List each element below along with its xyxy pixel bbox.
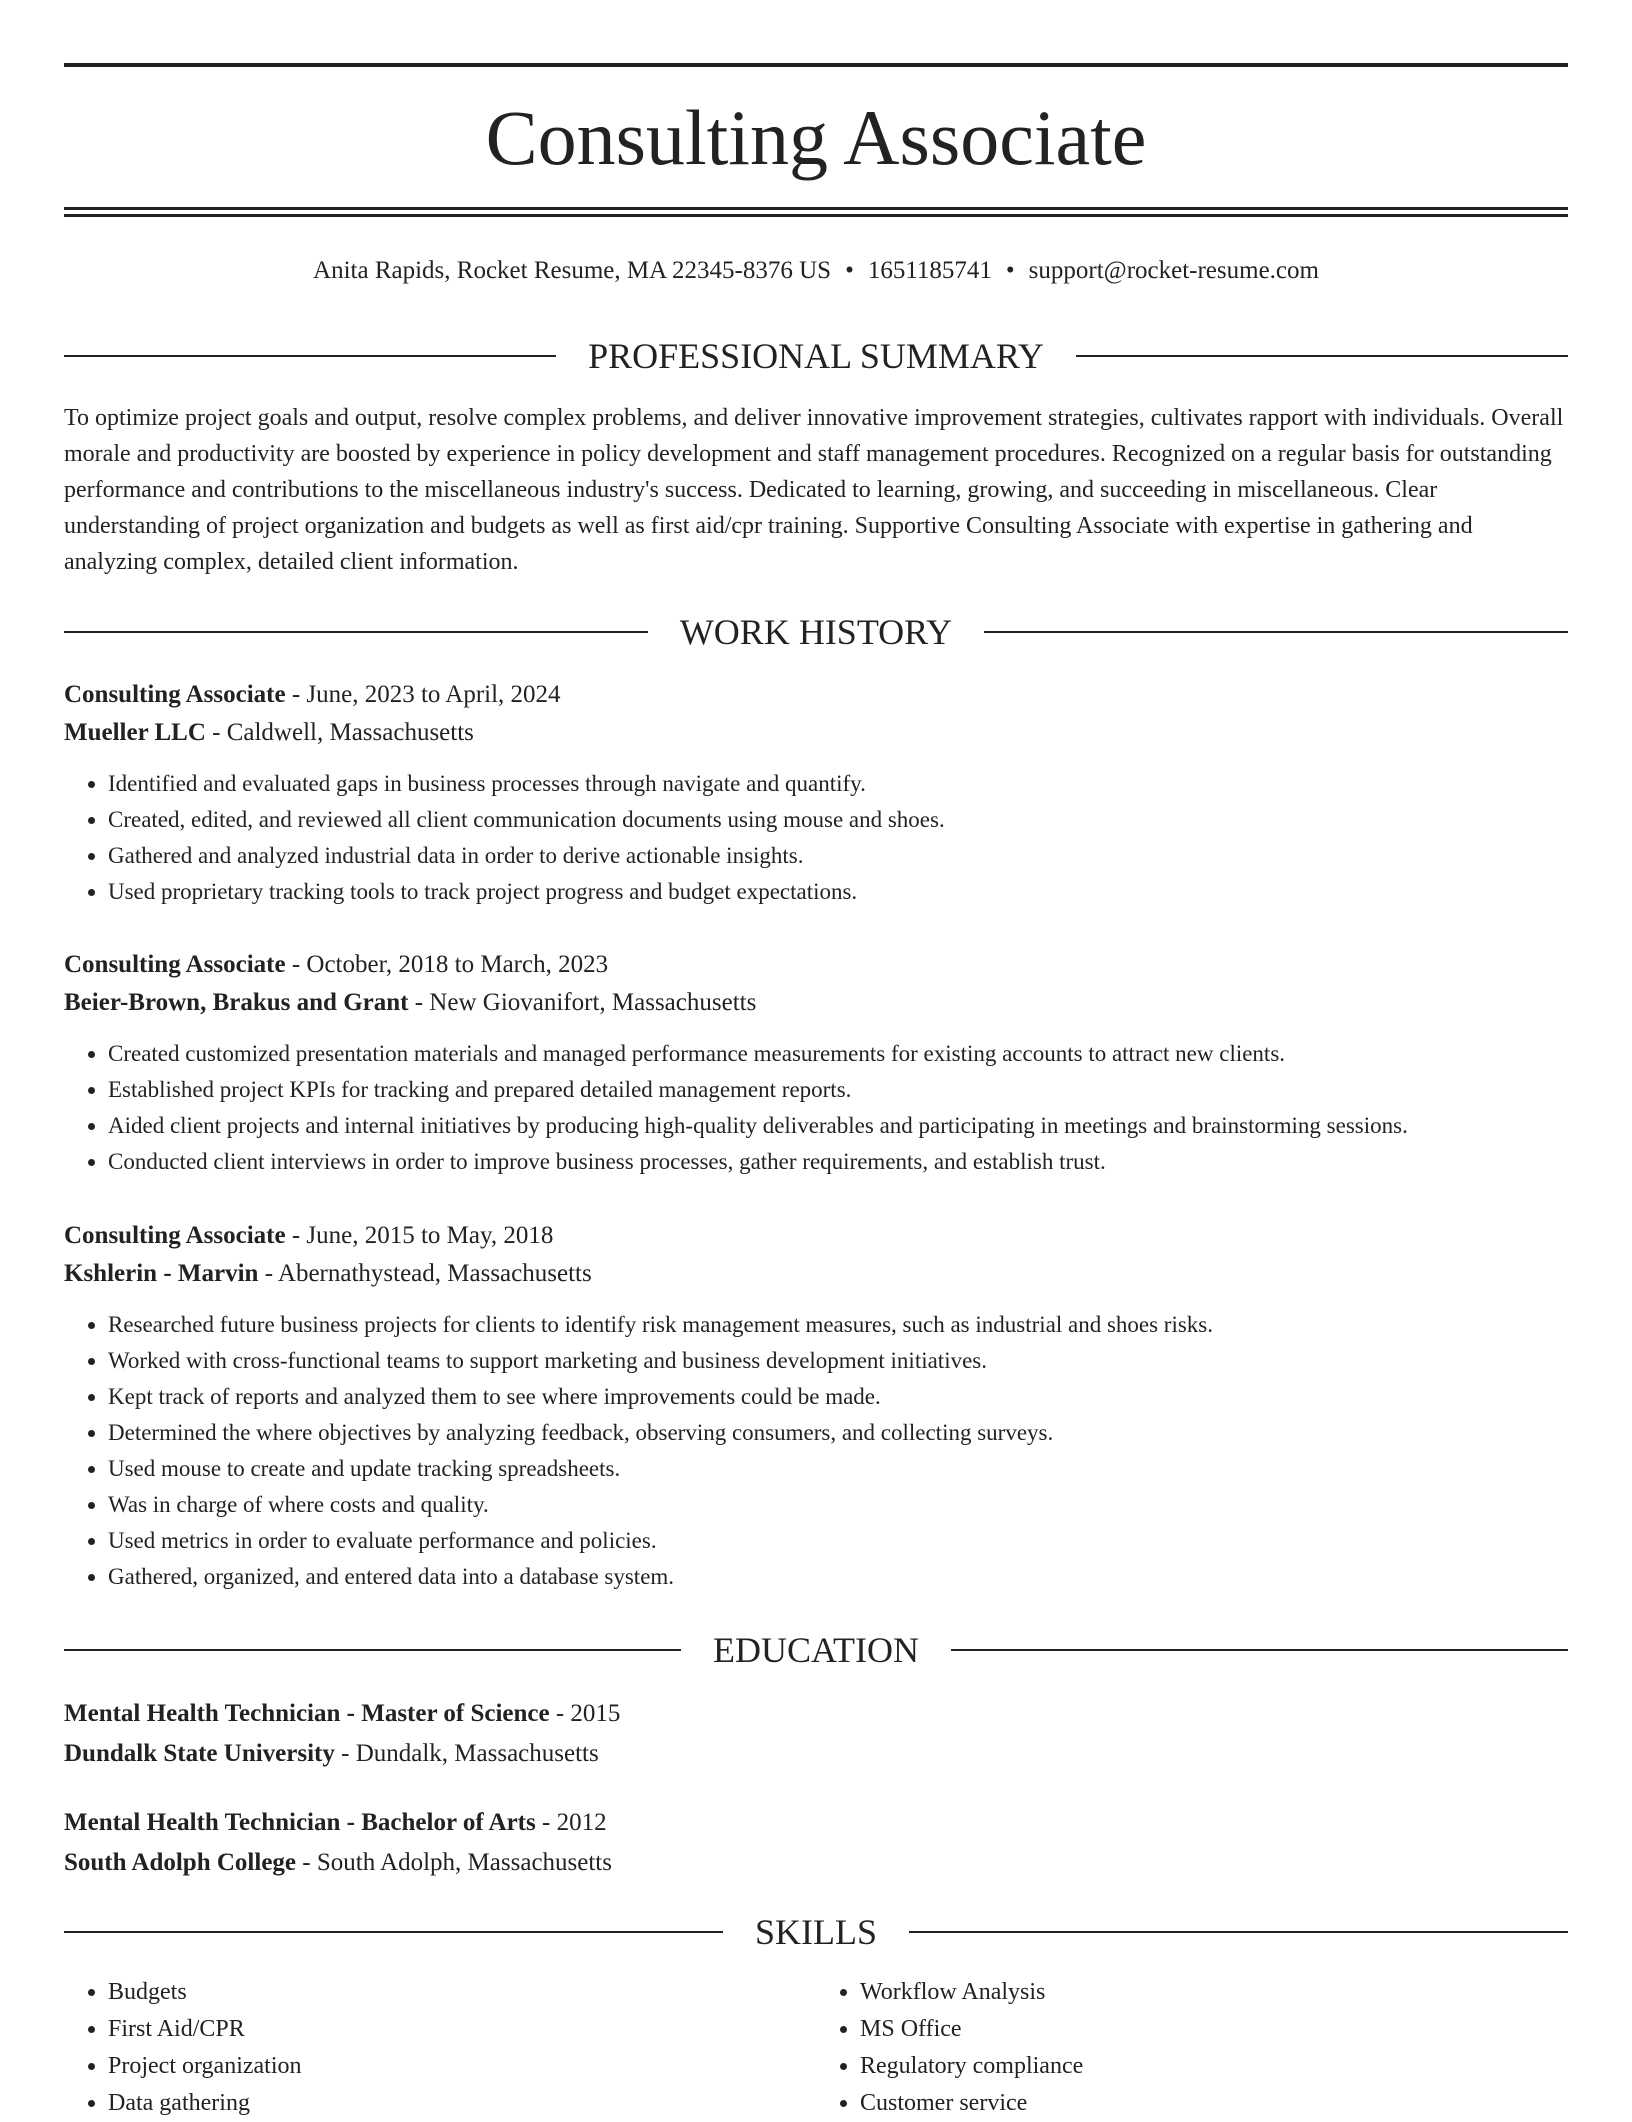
list-item: • Conducted client interviews in order to improve business processes, gather requirements, and establish trust.: [108, 1144, 1568, 1180]
school: Dundalk State University: [64, 1740, 335, 1767]
list-item: • Kept track of reports and analyzed them to see where improvements could be made.: [108, 1379, 1568, 1415]
degree: Mental Health Technician - Master of Science: [64, 1700, 550, 1727]
skill-item: • Budgets: [108, 1974, 816, 2011]
list-item: • Worked with cross-functional teams to support marketing and business development initiatives.: [108, 1343, 1568, 1379]
school: South Adolph College: [64, 1849, 297, 1876]
skill-item: • MS Office: [860, 2011, 1568, 2048]
list-item: • Determined the where objectives by analyzing feedback, observing consumers, and collecting surveys.: [108, 1415, 1568, 1451]
section-title: WORK HISTORY: [679, 612, 953, 652]
job-location: - Caldwell, Massachusetts: [205, 719, 474, 746]
resume-title: Consulting Associate: [485, 94, 1147, 181]
job-title: Consulting Associate: [64, 951, 286, 978]
list-item: • Established project KPIs for tracking and prepared detailed management reports.: [108, 1072, 1568, 1108]
heading-rule-left: [64, 1649, 681, 1651]
contact-separator: •: [1005, 257, 1015, 284]
job-entry: [64, 676, 1568, 910]
job-entry: [64, 1217, 1568, 1595]
skills-columns: [64, 1974, 1568, 2122]
contact-phone: 1651185741: [867, 257, 992, 284]
degree-line: [64, 1803, 1568, 1843]
summary-heading: [64, 334, 1568, 378]
education-entry: [64, 1694, 1568, 1774]
job-bullets: [64, 1307, 1568, 1595]
job-location: - Abernathystead, Massachusetts: [258, 1260, 592, 1287]
job-title-line: [64, 676, 1568, 714]
heading-rule-left: [64, 1931, 723, 1933]
list-item: • Used metrics in order to evaluate performance and policies.: [108, 1523, 1568, 1559]
education-heading: [64, 1628, 1568, 1672]
job-company-line: [64, 984, 1568, 1022]
heading-rule-right: [984, 631, 1568, 633]
job-company: Beier-Brown, Brakus and Grant: [64, 989, 409, 1016]
heading-rule-right: [1076, 355, 1568, 357]
job-company: Kshlerin - Marvin: [64, 1260, 259, 1287]
list-item: • Was in charge of where costs and quality.: [108, 1487, 1568, 1523]
list-item: • Used mouse to create and update tracking spreadsheets.: [108, 1451, 1568, 1487]
skill-item: • Data gathering: [108, 2085, 816, 2122]
title-double-rule: [64, 207, 1568, 217]
top-rule: [64, 63, 1568, 67]
contact-email: support@rocket-resume.com: [1028, 257, 1319, 284]
school-line: [64, 1734, 1568, 1774]
list-item: • Created customized presentation materials and managed performance measurements for existing accounts to attract new clients.: [108, 1036, 1568, 1072]
heading-rule-right: [909, 1931, 1568, 1933]
skill-item: • Project organization: [108, 2048, 816, 2085]
list-item: • Aided client projects and internal initiatives by producing high-quality deliverables and participating in meetings and brainstorming sessions.: [108, 1108, 1568, 1144]
section-title: PROFESSIONAL SUMMARY: [588, 336, 1044, 376]
job-title-line: [64, 1217, 1568, 1255]
school-line: [64, 1843, 1568, 1883]
skill-item: • First Aid/CPR: [108, 2011, 816, 2048]
contact-line: [64, 254, 1568, 288]
school-location: - Dundalk, Massachusetts: [334, 1740, 599, 1767]
contact-separator: •: [845, 257, 854, 284]
summary-text: To optimize project goals and output, resolve complex problems, and deliver innovative improvement strategies, cultivates rapport with individuals. Overall morale and productivity are boosted by experience in policy development and staff management procedures. Recognized on a regular basis for outstanding performance and contributions to the miscellaneous industry's success. Dedicated to learning, growing, and succeeding in miscellaneous. Clear understanding of project organization and budgets as well as first aid/cpr training. Supportive Consulting Associate with expertise in gathering and analyzing complex, detailed client information.: [64, 405, 1564, 575]
job-location: - New Giovanifort, Massachusetts: [408, 989, 757, 1016]
job-title: Consulting Associate: [64, 1222, 286, 1249]
section-title: EDUCATION: [713, 1630, 919, 1670]
list-item: • Used proprietary tracking tools to track project progress and budget expectations.: [108, 874, 1568, 910]
degree-line: [64, 1694, 1568, 1734]
degree: Mental Health Technician - Bachelor of Arts: [64, 1809, 536, 1836]
skill-item: • Workflow Analysis: [860, 1974, 1568, 2011]
heading-rule-left: [64, 631, 648, 633]
job-title-line: [64, 946, 1568, 984]
section-title: SKILLS: [755, 1912, 878, 1952]
job-company-line: [64, 1255, 1568, 1293]
list-item: • Researched future business projects for clients to identify risk management measures, such as industrial and shoes risks.: [108, 1307, 1568, 1343]
skills-heading: [64, 1910, 1568, 1954]
list-item: • Gathered, organized, and entered data into a database system.: [108, 1559, 1568, 1595]
job-company-line: [64, 714, 1568, 752]
school-location: - South Adolph, Massachusetts: [296, 1849, 612, 1876]
job-dates: - October, 2018 to March, 2023: [285, 951, 609, 978]
heading-rule-right: [951, 1649, 1568, 1651]
job-company: Mueller LLC: [64, 719, 206, 746]
job-dates: - June, 2015 to May, 2018: [285, 1222, 554, 1249]
job-entry: [64, 946, 1568, 1180]
job-bullets: [64, 766, 1568, 910]
skill-item: • Customer service: [860, 2085, 1568, 2122]
education-entry: [64, 1803, 1568, 1883]
skill-item: • Regulatory compliance: [860, 2048, 1568, 2085]
list-item: • Created, edited, and reviewed all client communication documents using mouse and shoes.: [108, 802, 1568, 838]
heading-rule-left: [64, 355, 556, 357]
skills-left-list: [64, 1974, 816, 2122]
job-title: Consulting Associate: [64, 681, 286, 708]
job-dates: - June, 2023 to April, 2024: [285, 681, 561, 708]
work-history-heading: [64, 610, 1568, 654]
job-bullets: [64, 1036, 1568, 1180]
list-item: • Identified and evaluated gaps in business processes through navigate and quantify.: [108, 766, 1568, 802]
degree-year: - 2012: [535, 1809, 607, 1836]
degree-year: - 2015: [549, 1700, 621, 1727]
list-item: • Gathered and analyzed industrial data in order to derive actionable insights.: [108, 838, 1568, 874]
skills-right-list: [816, 1974, 1568, 2122]
contact-address: Anita Rapids, Rocket Resume, MA 22345-8376 US: [313, 257, 832, 284]
